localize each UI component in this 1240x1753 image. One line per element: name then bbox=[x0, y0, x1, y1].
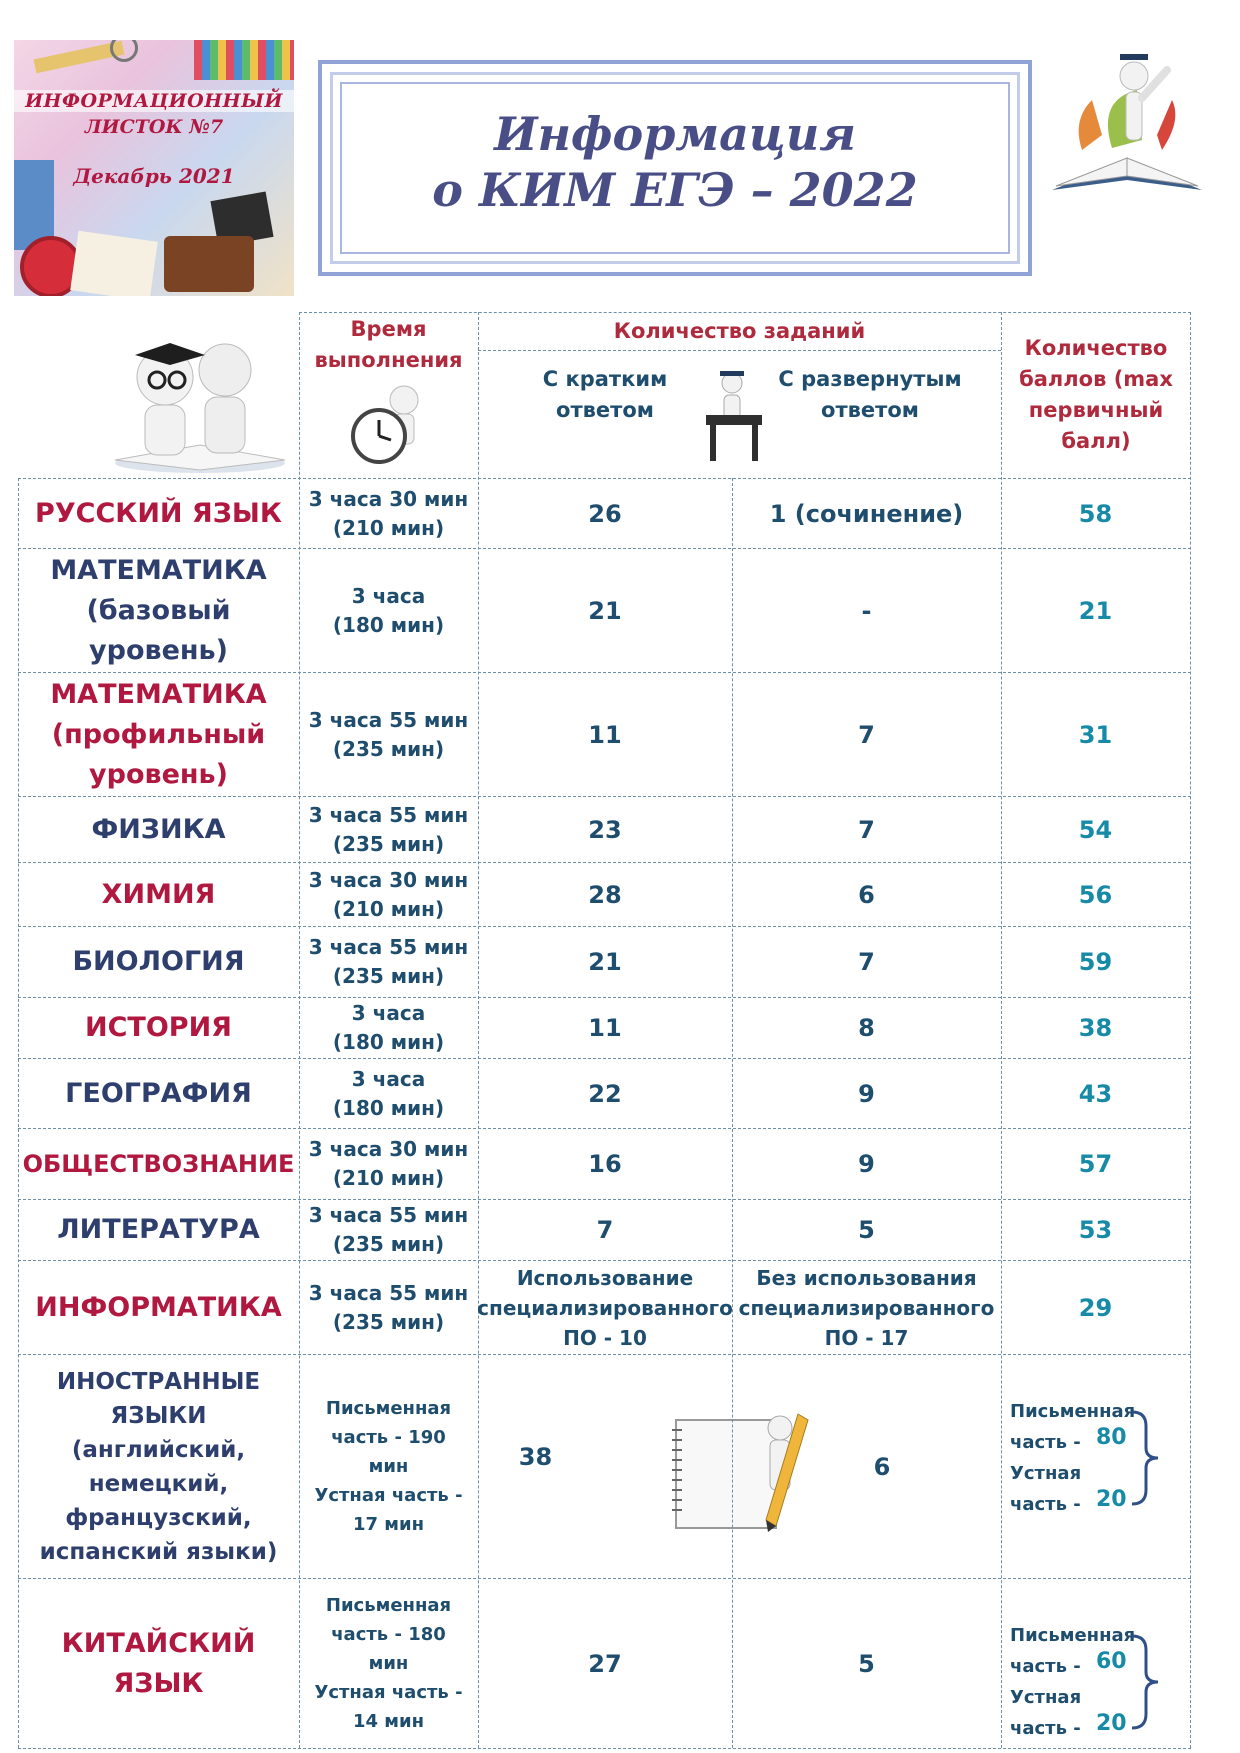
briefcase-icon bbox=[164, 236, 254, 292]
badge-text bbox=[14, 90, 294, 188]
oral-part-label: Устная часть - bbox=[1010, 1463, 1082, 1515]
short-answer-count: Использование специализированного ПО - 10 bbox=[477, 1265, 733, 1350]
long-answer-count: 9 bbox=[858, 1079, 875, 1108]
written-part-label: Письменная часть - bbox=[1010, 1401, 1136, 1453]
written-part-label: Письменная часть - bbox=[1010, 1625, 1136, 1677]
short-answer-count: 26 bbox=[588, 499, 622, 528]
subject-name: ИСТОРИЯ bbox=[85, 1012, 232, 1043]
pencils-decoration bbox=[194, 40, 294, 80]
header-points bbox=[1005, 314, 1187, 476]
exam-duration: Письменная часть - 180 мин Устная часть - 14 мин bbox=[314, 1595, 463, 1732]
exam-duration: 3 часа 30 мин (210 мин) bbox=[308, 486, 469, 540]
subject-name: БИОЛОГИЯ bbox=[72, 946, 245, 977]
short-answer-count: 11 bbox=[588, 1014, 622, 1042]
max-points: 31 bbox=[1078, 720, 1113, 749]
subject-name: ГЕОГРАФИЯ bbox=[65, 1077, 252, 1109]
max-points: 21 bbox=[1078, 596, 1113, 625]
subject-name: ХИМИЯ bbox=[101, 878, 216, 910]
clock-figure-icon bbox=[344, 378, 434, 468]
header-tasks-label: Количество заданий bbox=[613, 318, 866, 343]
header-tasks bbox=[478, 312, 1001, 350]
student-at-desk-icon bbox=[700, 365, 770, 465]
exam-duration: Письменная часть - 190 мин Устная часть - 17 мин bbox=[314, 1398, 463, 1535]
max-points: 29 bbox=[1078, 1293, 1113, 1322]
exam-duration: 3 часа 55 мин (235 мин) bbox=[308, 707, 469, 761]
title-frame bbox=[318, 60, 1032, 276]
short-answer-count: 21 bbox=[588, 596, 622, 625]
exam-duration: 3 часа 55 мин (235 мин) bbox=[308, 935, 469, 988]
header-points-label: Количество баллов (max первичный балл) bbox=[1019, 336, 1173, 453]
figure-on-book-illustration bbox=[1042, 40, 1212, 200]
written-part-points: 60 bbox=[1096, 1649, 1127, 1674]
short-answer-count: 23 bbox=[588, 815, 622, 844]
subject-name: МАТЕМАТИКА (профильный уровень) bbox=[50, 678, 267, 790]
subject-name: ЛИТЕРАТУРА bbox=[57, 1214, 260, 1245]
long-answer-count: 1 (сочинение) bbox=[769, 499, 964, 528]
clip-icon bbox=[110, 40, 138, 62]
curly-brace-icon bbox=[1128, 1408, 1168, 1508]
long-answer-count: 5 bbox=[858, 1649, 875, 1678]
long-answer-count: 6 bbox=[873, 1452, 891, 1481]
curly-brace-icon bbox=[1128, 1632, 1168, 1732]
header-long-answer bbox=[770, 360, 970, 430]
exam-duration: 3 часа 55 мин (235 мин) bbox=[308, 802, 469, 856]
oral-part-points: 20 bbox=[1096, 1711, 1127, 1736]
long-answer-count: 5 bbox=[858, 1216, 875, 1244]
header-long-label: С развернутым ответом bbox=[778, 367, 962, 422]
max-points: 54 bbox=[1078, 815, 1113, 844]
max-points: 56 bbox=[1078, 880, 1113, 909]
written-part-points: 80 bbox=[1096, 1425, 1127, 1450]
short-answer-count: 16 bbox=[588, 1150, 622, 1178]
max-points: 43 bbox=[1078, 1079, 1113, 1108]
subject-name: ИНФОРМАТИКА bbox=[35, 1291, 282, 1323]
long-answer-count: 7 bbox=[858, 720, 875, 749]
badge-line-3: Декабрь 2021 bbox=[73, 164, 235, 188]
title-line-2: о КИМ ЕГЭ – 2022 bbox=[432, 163, 918, 217]
header-time-label: Время выполнения bbox=[314, 317, 463, 372]
exam-duration: 3 часа 30 мин (210 мин) bbox=[308, 867, 469, 921]
oral-part-points: 20 bbox=[1096, 1487, 1127, 1512]
max-points: 57 bbox=[1078, 1150, 1113, 1178]
subject-name: ОБЩЕСТВОЗНАНИЕ bbox=[22, 1150, 295, 1178]
page-title bbox=[322, 106, 1028, 218]
title-line-1: Информация bbox=[494, 107, 856, 161]
short-answer-count: 21 bbox=[588, 948, 622, 976]
subject-name: ФИЗИКА bbox=[91, 813, 226, 845]
max-points: 38 bbox=[1078, 1014, 1113, 1042]
long-answer-count: Без использования специализированного ПО - 17 bbox=[738, 1265, 995, 1350]
header-short-answer bbox=[535, 360, 675, 430]
badge-line-2: ЛИСТОК №7 bbox=[84, 116, 224, 138]
short-answer-count: 27 bbox=[588, 1649, 622, 1678]
max-points: 53 bbox=[1078, 1216, 1113, 1244]
exam-duration: 3 часа (180 мин) bbox=[332, 1066, 445, 1120]
short-answer-count: 28 bbox=[588, 880, 622, 909]
long-answer-count: 7 bbox=[858, 815, 875, 844]
exam-duration: 3 часа 30 мин (210 мин) bbox=[308, 1137, 469, 1190]
oral-part-label: Устная часть - bbox=[1010, 1687, 1082, 1739]
short-answer-count: 11 bbox=[588, 720, 622, 749]
long-answer-count: - bbox=[861, 596, 872, 625]
students-reading-illustration bbox=[105, 325, 285, 475]
notepad-pencil-icon bbox=[668, 1408, 818, 1532]
subject-name: ИНОСТРАННЫЕ ЯЗЫКИ (английский, немецкий, французский, испанский языки) bbox=[39, 1368, 278, 1565]
short-answer-count: 7 bbox=[596, 1216, 614, 1244]
long-answer-count: 9 bbox=[858, 1150, 875, 1178]
long-answer-count: 6 bbox=[858, 880, 875, 909]
badge-line-1: ИНФОРМАЦИОННЫЙ bbox=[14, 90, 294, 112]
long-answer-count: 8 bbox=[858, 1014, 875, 1042]
short-answer-count: 22 bbox=[588, 1079, 622, 1108]
exam-duration: 3 часа (180 мин) bbox=[332, 1001, 445, 1054]
header-time bbox=[299, 314, 478, 380]
exam-duration: 3 часа 55 мин (235 мин) bbox=[308, 1203, 469, 1256]
exam-duration: 3 часа 55 мин (235 мин) bbox=[308, 1280, 469, 1334]
paper-decoration bbox=[70, 231, 158, 296]
subject-name: МАТЕМАТИКА (базовый уровень) bbox=[50, 554, 267, 666]
info-sheet-badge bbox=[14, 40, 294, 296]
short-answer-count: 38 bbox=[518, 1442, 553, 1471]
subject-name: КИТАЙСКИЙ ЯЗЫК bbox=[61, 1627, 256, 1699]
long-answer-count: 7 bbox=[858, 948, 875, 976]
subject-name: РУССКИЙ ЯЗЫК bbox=[35, 497, 282, 529]
header-short-label: С кратким ответом bbox=[542, 367, 668, 422]
exam-duration: 3 часа (180 мин) bbox=[332, 583, 445, 637]
max-points: 59 bbox=[1078, 948, 1113, 976]
max-points: 58 bbox=[1078, 499, 1113, 528]
